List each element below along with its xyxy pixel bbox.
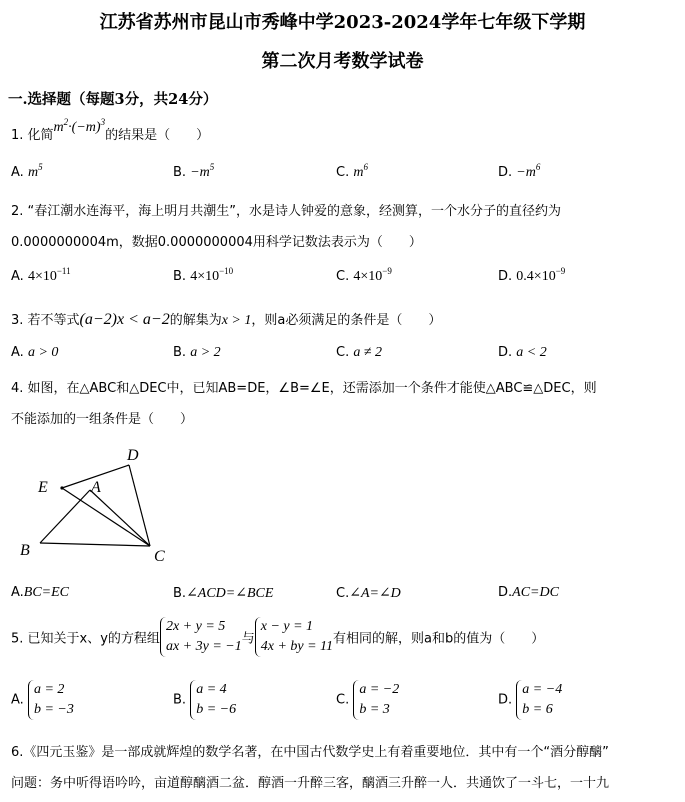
option-label: A. (11, 269, 24, 284)
question-6-line2: 问题：务中听得语吟吟，亩道醇醨酒二盆．醇酒一升醉三客，醨酒三升醉一人．共通饮了一斗七，一十九 (11, 776, 610, 791)
label-B: B (20, 542, 30, 559)
option-system: a = −2 b = 3 (353, 680, 399, 720)
option-label: B. (173, 345, 187, 360)
segment-BA (40, 490, 90, 543)
q3-suffix: ，则a必须满足的条件是（ ） (251, 313, 442, 328)
option-value: $0.4\times 10^{-9}$ (516, 266, 566, 284)
option-value: a < 2 (516, 345, 547, 360)
q5-system-2 (255, 617, 333, 657)
triangle-figure (0, 440, 200, 575)
option-value: $4\times 10^{-11}$ (27, 266, 71, 284)
segment-AC (90, 490, 150, 546)
option-label: B. (173, 165, 187, 180)
option-label: D. (498, 692, 513, 708)
label-D: D (127, 447, 139, 464)
option-value: BC=EC (23, 585, 70, 600)
q1-suffix: 的结果是（ ） (105, 128, 210, 143)
title-line2: 第二次月考数学试卷 (261, 51, 424, 72)
question-4-line1: 4. 如图，在△ABC和△DEC中，已知AB=DE，∠B=∠E，还需添加一个条件才能使△ABC≌△DEC，则 (11, 381, 597, 396)
question-1 (11, 117, 210, 144)
option-value: $-m^6$ (516, 162, 541, 180)
q3-prefix: 3. 若不等式 (11, 313, 80, 328)
q5-mid: 与 (241, 631, 255, 647)
equation: ax + 3y = −1 (165, 639, 242, 654)
option-label: C. (336, 345, 350, 360)
option-label: A. (11, 345, 24, 360)
label-C: C (154, 548, 165, 565)
option-label: D. (498, 165, 513, 180)
option-label: D. (498, 345, 513, 360)
option-value: $m^5$ (27, 162, 43, 180)
q5-suffix: 有相同的解，则a和b的值为（ ） (333, 631, 545, 647)
option-value: ∠A=∠D (349, 586, 401, 601)
label-A: A (91, 479, 101, 496)
option-system: a = 4 b = −6 (190, 680, 236, 720)
segment-BC (40, 543, 150, 546)
q5-prefix: 5. 已知关于x、y的方程组 (11, 631, 160, 647)
q5-system-1 (160, 617, 242, 657)
equation: 2x + y = 5 (165, 619, 226, 634)
question-2-line2: 0.0000000004m，数据0.0000000004用科学记数法表示为（ ） (11, 235, 422, 250)
question-2-line1: 2. “春江潮水连海平，海上明月共潮生”，水是诗人钟爱的意象，经测算，一个水分子的直径约为 (11, 204, 562, 219)
option-label: D. (498, 269, 513, 284)
option-value: $m^6$ (353, 162, 368, 180)
equation: 4x + by = 11 (260, 639, 334, 654)
question-4-line2: 不能添加的一组条件是（ ） (11, 412, 194, 427)
option-label: C. (336, 586, 350, 601)
title-line1: 江苏省苏州市昆山市秀峰中学2023-2024学年七年级下学期 (99, 12, 586, 33)
question-6-line1: 6.《四元玉鉴》是一部成就辉煌的数学名著，在中国古代数学史上有着重要地位．其中有一个“酒分醇醨” (11, 745, 609, 760)
option-label: B. (173, 269, 187, 284)
q3-mid: 的解集为 (169, 313, 222, 328)
q1-expression: $m^2\cdot(-m)^3$ (53, 117, 106, 135)
option-label: C. (336, 165, 350, 180)
option-label: A. (11, 165, 24, 180)
option-value: ∠ACD=∠BCE (186, 586, 274, 601)
question-3 (11, 309, 441, 329)
option-value: $4\times 10^{-10}$ (190, 266, 234, 284)
option-label: C. (336, 269, 350, 284)
option-label: A. (11, 585, 24, 600)
option-value: a > 2 (190, 345, 221, 360)
option-value: $-m^5$ (190, 162, 215, 180)
option-label: D. (498, 585, 513, 600)
section-heading: 一.选择题（每题3分，共24分） (8, 91, 218, 108)
equation: x − y = 1 (260, 619, 314, 634)
label-E: E (38, 479, 48, 496)
q3-inequality: (a−2)x < a−2 (79, 311, 170, 328)
option-label: A. (11, 692, 24, 708)
q1-prefix: 1. 化简 (11, 128, 54, 143)
option-value: a ≠ 2 (353, 345, 383, 360)
option-label: C. (336, 692, 350, 708)
option-label: B. (173, 692, 187, 708)
question-5 (11, 617, 544, 657)
q3-solution: x > 1 (221, 313, 252, 328)
option-value: a > 0 (27, 345, 59, 360)
option-value: $4\times 10^{-9}$ (353, 266, 392, 284)
option-system: a = −4 b = 6 (516, 680, 562, 720)
option-label: B. (173, 586, 187, 601)
option-value: AC=DC (512, 585, 559, 600)
option-system: a = 2 b = −3 (28, 680, 74, 720)
